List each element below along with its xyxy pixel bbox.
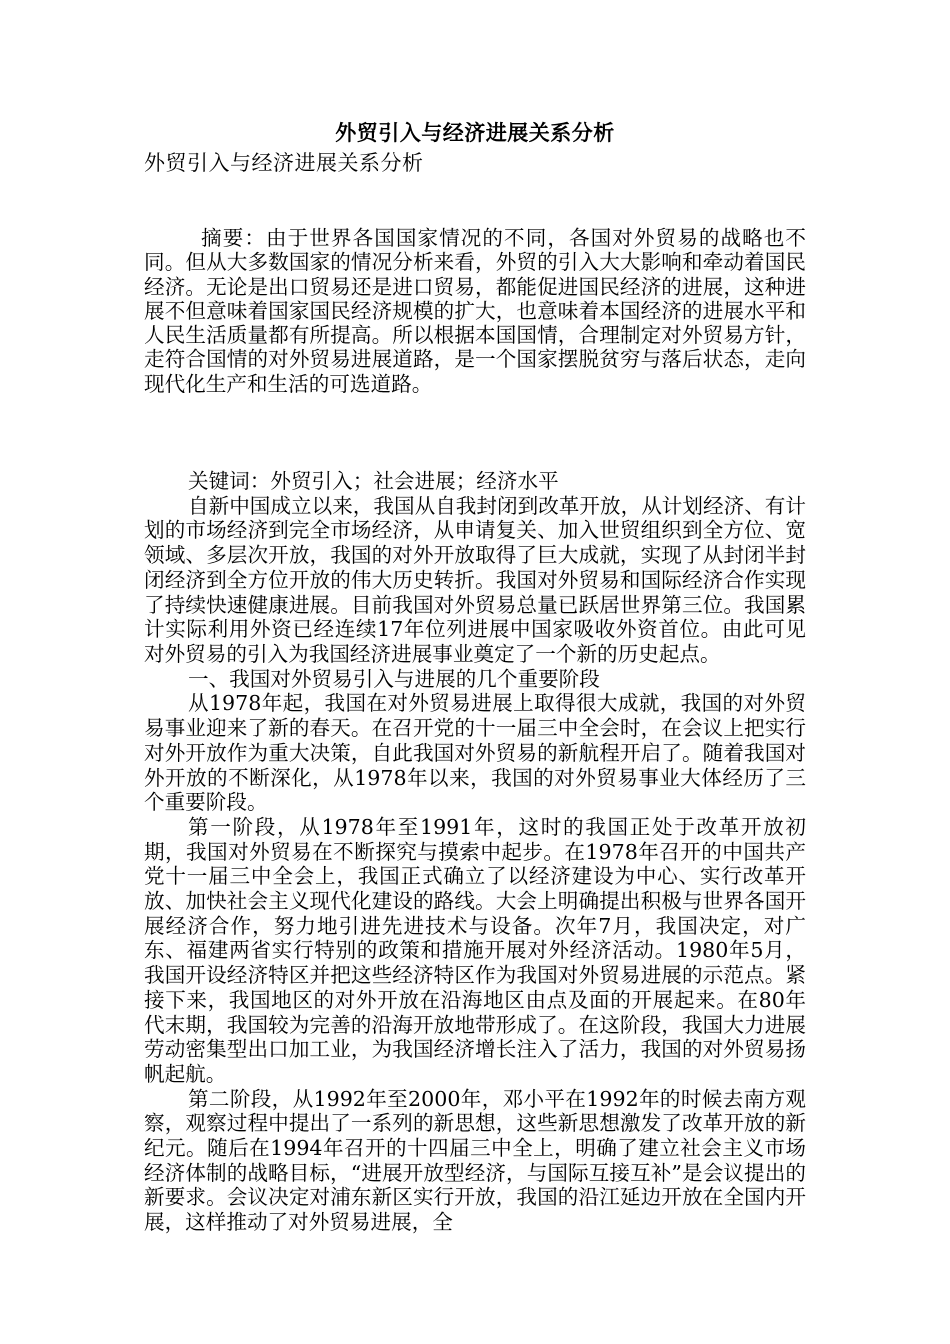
abstract-paragraph: [144, 226, 806, 396]
abstract-text: 摘要：由于世界各国国家情况的不同，各国对外贸易的战略也不同。但从大多数国家的情况分析来看，外贸的引入大大影响和牵动着国民经济。无论是出口贸易还是进口贸易，都能促进国民经济的进展，这种进展不但意味着国家国民经济规模的扩大，也意味着本国经济的进展水平和人民生活质量都有所提高。所以根据本国国情，合理制定对外贸易方针，走符合国情的对外贸易进展道路，是一个国家摆脱贫穷与落后状态，走向现代化生产和生活的可选道路。: [144, 226, 806, 396]
document-subtitle: 外贸引入与经济进展关系分析: [144, 151, 424, 175]
document-page: [144, 118, 806, 1235]
section-heading-1: 一、我国对外贸易引入与进展的几个重要阶段: [188, 666, 600, 691]
keywords-line: 关键词：外贸引入；社会进展；经济水平: [188, 469, 559, 494]
body-paragraph-stage-2: 第二阶段，从1992年至2000年，邓小平在1992年的时候去南方观察，观察过程中提出了一系列的新思想，这些新思想激发了改革开放的新纪元。随后在1994年召开的十四届三中全上，明确了建立社会主义市场经济体制的战略目标，“进展开放型经济，与国际互接互补”是会议提出的新要求。会议决定对浦东新区实行开放，我国的沿江延边开放在全国内开展，这样推动了对外贸易进展，全: [144, 1086, 806, 1235]
body-paragraph-stage-1: 第一阶段，从1978年至1991年，这时的我国正处于改革开放初期，我国对外贸易在不断探究与摸索中起步。在1978年召开的中国共产党十一届三中全会上，我国正式确立了以经济建设为中心、实行改革开放、加快社会主义现代化建设的路线。大会上明确提出积极与世界各国开展经济合作，努力地引进先进技术与设备。次年7月，我国决定，对广东、福建两省实行特别的政策和措施开展对外经济活动。1980年5月，我国开设经济特区并把这些经济特区作为我国对外贸易进展的示范点。紧接下来，我国地区的对外开放在沿海地区由点及面的开展起来。在80年代末期，我国较为完善的沿海开放地带形成了。在这阶段，我国大力进展劳动密集型出口加工业，为我国经济增长注入了活力，我国的对外贸易扬帆起航。: [144, 814, 806, 1086]
body-paragraph-overview: 从1978年起，我国在对外贸易进展上取得很大成就，我国的对外贸易事业迎来了新的春天。在召开党的十一届三中全会时，在会议上把实行对外开放作为重大决策，自此我国对外贸易的新航程开启了。随着我国对外开放的不断深化，从1978年以来，我国的对外贸易事业大体经历了三个重要阶段。: [144, 691, 806, 815]
body-paragraph-intro: 自新中国成立以来，我国从自我封闭到改革开放，从计划经济、有计划的市场经济到完全市场经济，从申请复关、加入世贸组织到全方位、宽领域、多层次开放，我国的对外开放取得了巨大成就，实现了从封闭半封闭经济到全方位开放的伟大历史转折。我国对外贸易和国际经济合作实现了持续快速健康进展。目前我国对外贸易总量已跃居世界第三位。我国累计实际利用外资已经连续17年位列进展中国家吸收外资首位。由此可见对外贸易的引入为我国经济进展事业奠定了一个新的历史起点。: [144, 493, 806, 666]
document-title: 外贸引入与经济进展关系分析: [335, 120, 615, 145]
